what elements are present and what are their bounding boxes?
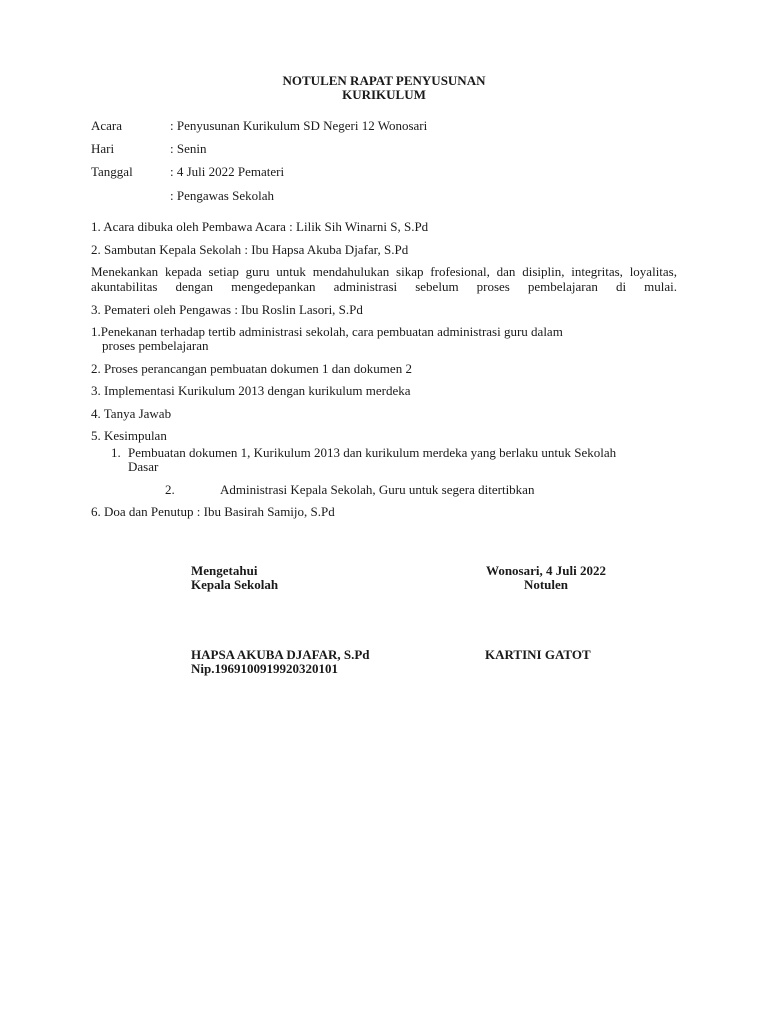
- sambutan-paragraph: Menekankan kepada setiap guru untuk mendahulukan sikap frofesional, dan disiplin, integritas, loyalitas, akuntabilitas dengan mengedepankan administrasi sebelum proses pembelajaran di mulai.: [91, 264, 677, 294]
- signature-left-heading: Mengetahui: [191, 563, 258, 578]
- signature-right-name: KARTINI GATOT: [485, 647, 591, 662]
- materi-sub1-line1: 1.Penekanan terhadap tertib administrasi sekolah, cara pembuatan administrasi guru dalam: [91, 324, 563, 339]
- kesimpulan-1-line1: Pembuatan dokumen 1, Kurikulum 2013 dan kurikulum merdeka yang berlaku untuk Sekolah: [128, 445, 617, 460]
- kesimpulan-2-text: Administrasi Kepala Sekolah, Guru untuk segera ditertibkan: [220, 482, 535, 497]
- kesimpulan-2-number: 2.: [165, 482, 175, 497]
- signature-left-nip: Nip.196910091992032010​1: [191, 661, 338, 676]
- agenda-item-3: 3. Pemateri oleh Pengawas : Ibu Roslin Lasori, S.Pd: [91, 302, 363, 317]
- materi-sub1-line2: proses pembelajaran: [102, 338, 209, 353]
- hari-value: : Senin: [170, 141, 207, 156]
- tanggal-value: : 4 Juli 2022 Pemateri: [170, 164, 285, 179]
- kesimpulan-1-number: 1.: [111, 445, 121, 460]
- signature-left-name: HAPSA AKUBA DJAFAR, S.Pd: [191, 647, 370, 662]
- acara-value: : Penyusunan Kurikulum SD Negeri 12 Wonosari: [170, 118, 428, 133]
- agenda-item-2: 2. Sambutan Kepala Sekolah : Ibu Hapsa Akuba Djafar, S.Pd: [91, 242, 409, 257]
- agenda-item-6: 6. Doa dan Penutup : Ibu Basirah Samijo, S.Pd: [91, 504, 335, 519]
- document-title-line2: KURIKULUM: [342, 87, 426, 102]
- hari-label: Hari: [91, 141, 115, 156]
- document-title-line1: NOTULEN RAPAT PENYUSUNAN: [282, 73, 486, 88]
- materi-sub3: 3. Implementasi Kurikulum 2013 dengan kurikulum merdeka: [91, 383, 411, 398]
- signature-right-place-date: Wonosari, 4 Juli 2022: [486, 563, 606, 578]
- agenda-item-1: 1. Acara dibuka oleh Pembawa Acara : Lilik Sih Winarni S, S.Pd: [91, 219, 429, 234]
- tanggal-label: Tanggal: [91, 164, 133, 179]
- pemateri-value: : Pengawas Sekolah: [170, 188, 274, 203]
- signature-right-role: Notulen: [523, 577, 569, 592]
- agenda-item-4: 4. Tanya Jawab: [91, 406, 172, 421]
- acara-label: Acara: [91, 118, 123, 133]
- agenda-item-5: 5. Kesimpulan: [91, 428, 167, 443]
- signature-left-role: Kepala Sekolah: [191, 577, 279, 592]
- kesimpulan-1-line2: Dasar: [128, 459, 159, 474]
- materi-sub2: 2. Proses perancangan pembuatan dokumen 1 dan dokumen 2: [91, 361, 412, 376]
